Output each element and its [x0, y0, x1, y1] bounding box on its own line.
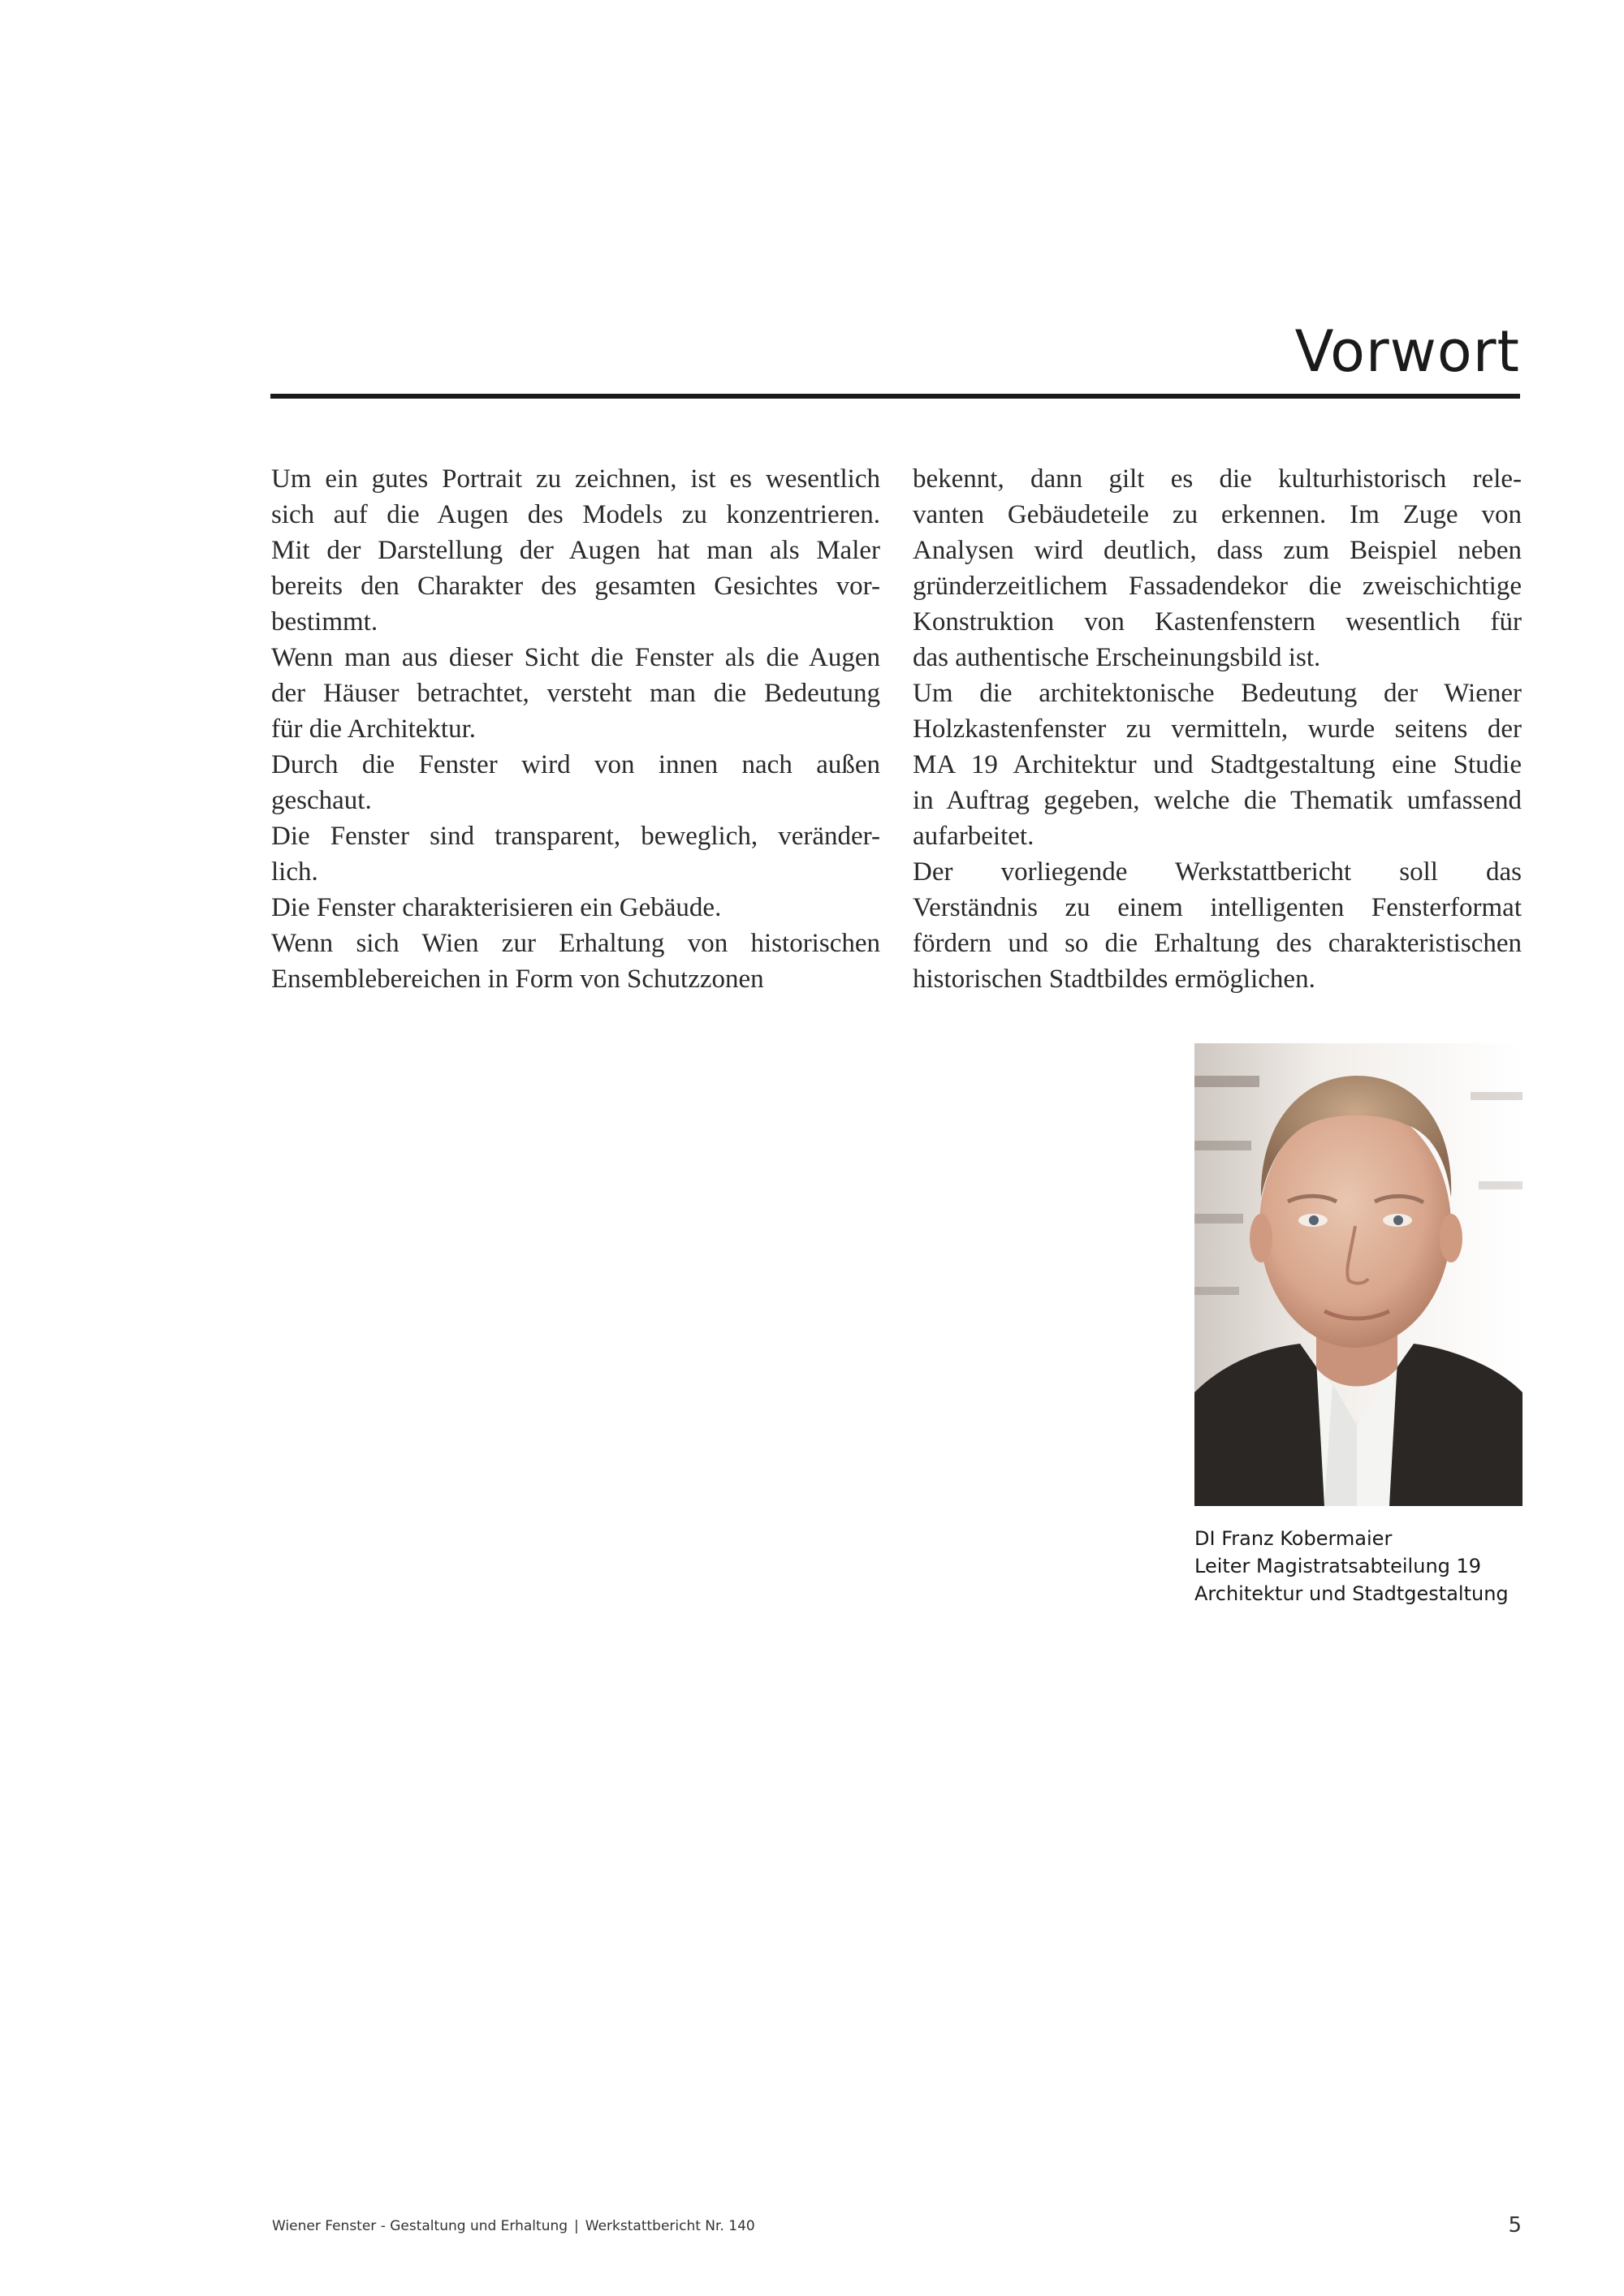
page-title: Vorwort [1294, 318, 1520, 385]
text-line: aufarbeitet. [913, 822, 1034, 851]
paragraph [271, 890, 880, 926]
text-line: Durch die Fenster wird von innen nach außen [271, 750, 880, 779]
text-line: MA 19 Architektur und Stadtgestaltung eine Studie [913, 750, 1522, 779]
paragraph [913, 675, 1522, 854]
text-line: gründerzeitlichem Fassadendekor die zweischichtige [913, 572, 1522, 601]
text-line: in Auftrag gegeben, welche die Thematik umfassend [913, 786, 1522, 815]
text-line: Wenn sich Wien zur Erhaltung von historischen [271, 929, 880, 958]
footer-publication-line [272, 2218, 755, 2234]
text-line: vanten Gebäudeteile zu erkennen. Im Zuge von [913, 500, 1522, 529]
text-line: der Häuser betrachtet, versteht man die Bedeutung [271, 679, 880, 708]
text-line: bekennt, dann gilt es die kulturhistorisch rele- [913, 464, 1522, 494]
text-line: Mit der Darstellung der Augen hat man als Maler [271, 536, 880, 565]
text-line: bestimmt. [271, 607, 378, 637]
text-line: Holzkastenfenster zu vermitteln, wurde seitens der [913, 714, 1522, 744]
paragraph [271, 461, 880, 640]
footer-publication: Wiener Fenster - Gestaltung und Erhaltung [272, 2218, 568, 2234]
text-line: Der vorliegende Werkstattbericht soll das [913, 857, 1522, 887]
text-line: das authentische Erscheinungsbild ist. [913, 643, 1321, 672]
text-line: bereits den Charakter des gesamten Gesichtes vor- [271, 572, 880, 601]
text-line: Wenn man aus dieser Sicht die Fenster als die Augen [271, 643, 880, 672]
text-line: Konstruktion von Kastenfenstern wesentlich für [913, 607, 1522, 637]
caption-department: Architektur und Stadtgestaltung [1194, 1582, 1509, 1605]
text-line: für die Architektur. [271, 714, 477, 744]
text-line: lich. [271, 857, 318, 887]
text-line: Die Fenster charakterisieren ein Gebäude. [271, 893, 722, 922]
text-line: Um die architektonische Bedeutung der Wiener [913, 679, 1522, 708]
text-line: Ensemblebereichen in Form von Schutzzonen [271, 965, 764, 994]
paragraph [271, 640, 880, 747]
footer-separator: | [574, 2218, 579, 2234]
text-line: sich auf die Augen des Models zu konzentrieren. [271, 500, 880, 529]
title-rule [270, 394, 1520, 399]
paragraph [271, 818, 880, 890]
text-line: Verständnis zu einem intelligenten Fensterformat [913, 893, 1522, 922]
author-portrait-photo [1194, 1043, 1522, 1506]
text-line: Die Fenster sind transparent, beweglich, veränder- [271, 822, 880, 851]
text-line: fördern und so die Erhaltung des charakteristischen [913, 929, 1522, 958]
text-line: Analysen wird deutlich, dass zum Beispiel neben [913, 536, 1522, 565]
caption-role: Leiter Magistratsabteilung 19 [1194, 1555, 1482, 1577]
paragraph [271, 747, 880, 818]
paragraph [913, 461, 1522, 675]
text-line: geschaut. [271, 786, 372, 815]
paragraph [913, 854, 1522, 997]
text-line: historischen Stadtbildes ermöglichen. [913, 965, 1315, 994]
footer-series: Werkstattbericht Nr. 140 [585, 2218, 755, 2234]
text-line: Um ein gutes Portrait zu zeichnen, ist es wesentlich [271, 464, 880, 494]
paragraph [271, 926, 880, 997]
portrait-caption [1194, 1525, 1535, 1608]
caption-name: DI Franz Kobermaier [1194, 1527, 1393, 1550]
text-column-left [271, 461, 880, 997]
text-column-right [913, 461, 1522, 997]
page-number: 5 [1508, 2213, 1522, 2238]
